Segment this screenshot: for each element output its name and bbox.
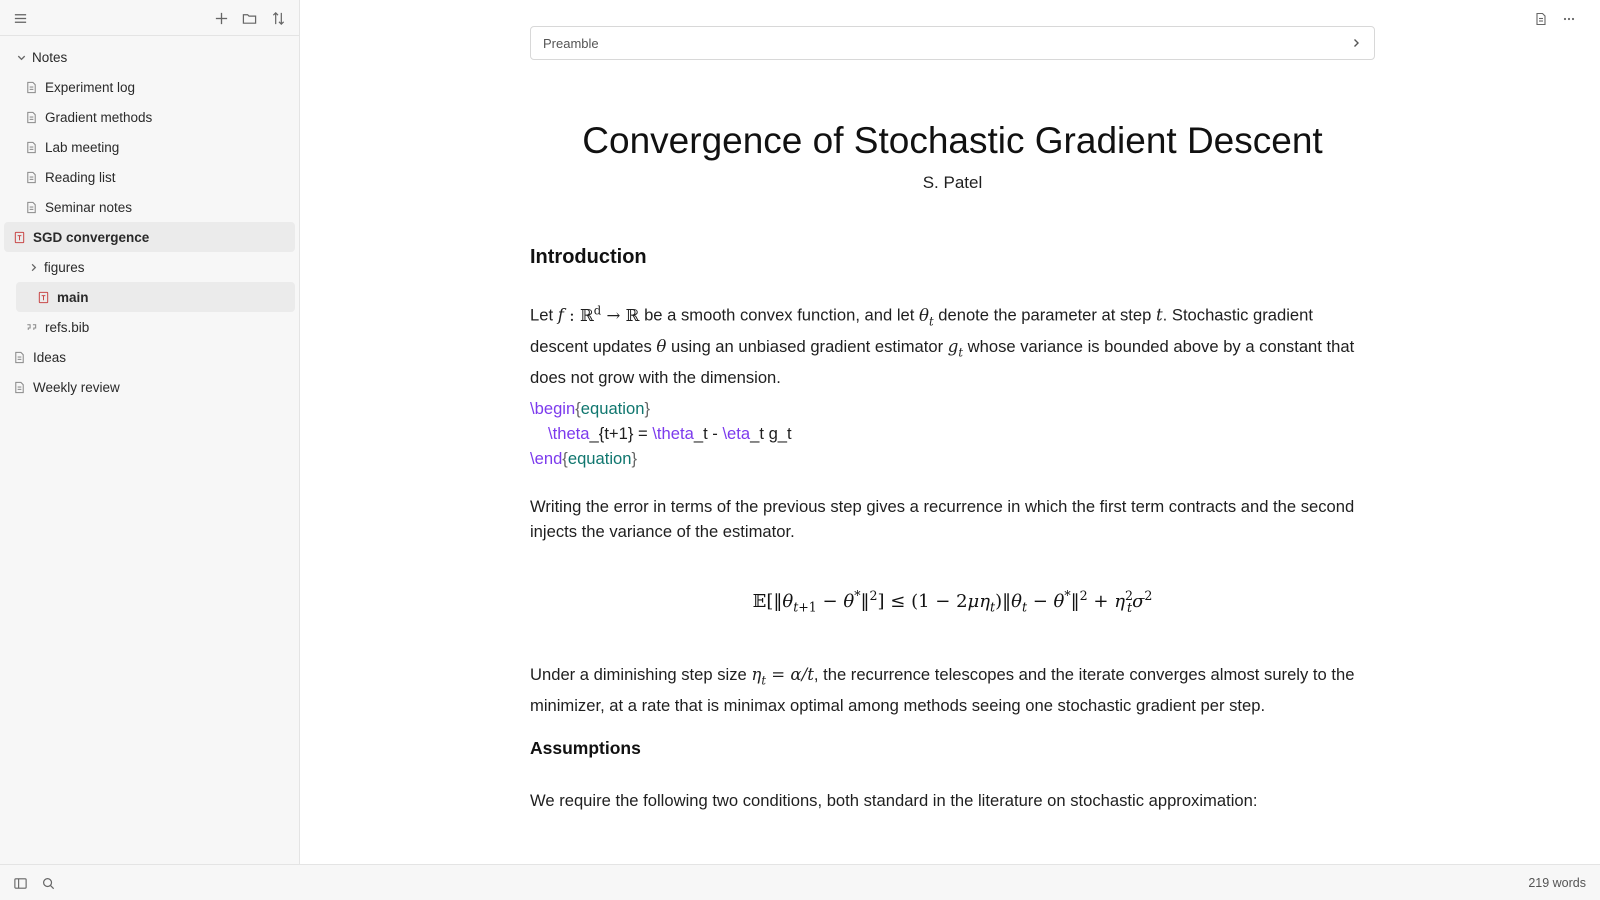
latex-brace: {	[562, 449, 568, 468]
tree-label: Lab meeting	[45, 139, 120, 155]
document-icon	[24, 80, 38, 94]
tree-item-experiment-log[interactable]	[4, 72, 295, 102]
tree-item-weekly-review[interactable]	[4, 372, 295, 402]
status-bar	[0, 864, 1600, 900]
tree-label: Reading list	[45, 169, 116, 185]
math-theta-t: $\theta_t$	[918, 305, 934, 328]
paragraph-recurrence: Writing the error in terms of the previous step gives a recurrence in which the first term contracts and the second injects the variance of the estimator.	[530, 497, 1355, 541]
sidebar-toolbar	[0, 0, 299, 36]
text: , the recurrence telescopes and the iterate converges almost surely to the minimizer, at a rate that is minimax optimal among methods seeing one stochastic gradient per step.	[530, 665, 1355, 716]
code-text: _{	[589, 424, 605, 443]
code-text: }	[627, 424, 634, 443]
latex-command: \end	[530, 449, 563, 468]
tree-item-reading-list[interactable]	[4, 162, 295, 192]
tree-folder-notes[interactable]	[4, 42, 295, 72]
toggle-sidebar-button[interactable]	[9, 872, 31, 894]
tex-document-icon	[36, 290, 50, 304]
search-icon	[41, 876, 56, 891]
preamble-toggle[interactable]	[530, 26, 1375, 60]
section-heading-introduction: Introduction	[530, 246, 647, 268]
tree-label: refs.bib	[45, 319, 90, 335]
tree-label: figures	[44, 259, 85, 275]
math-step-size: $\eta_t = \alpha/t$	[751, 665, 814, 688]
document-icon	[12, 350, 26, 364]
document-icon	[24, 110, 38, 124]
text: whose variance is bounded above by a constant that does not grow with the dimension.	[530, 336, 1355, 388]
tree-item-main[interactable]	[16, 282, 295, 312]
tree-item-refs-bib[interactable]	[4, 312, 295, 342]
document-icon	[24, 200, 38, 214]
math-g-t: $g_t$	[947, 336, 964, 360]
code-line	[530, 421, 792, 446]
word-count: 219 words	[1528, 876, 1586, 890]
tree-label: main	[57, 289, 89, 305]
sidebar	[0, 0, 300, 864]
tree-label: Experiment log	[45, 79, 136, 95]
chevron-right-icon	[26, 260, 40, 274]
latex-brace: }	[644, 399, 650, 418]
editor-toolbar	[1530, 8, 1580, 30]
code-line	[530, 396, 792, 421]
text: denote the parameter at step	[933, 305, 1156, 325]
math-f-map: f	[557, 305, 564, 325]
preamble-label: Preamble	[543, 35, 599, 51]
math-theta: θ	[656, 336, 667, 356]
chevron-right-icon	[1350, 37, 1362, 49]
section-heading-assumptions: Assumptions	[530, 738, 641, 758]
document-view-button[interactable]	[1530, 8, 1552, 30]
latex-command: \theta	[652, 424, 694, 443]
paragraph-step-size	[530, 662, 1365, 718]
math-f-map-rest: : ℝ$^d$ → ℝ	[563, 303, 640, 325]
code-text: =	[633, 424, 653, 443]
panel-icon	[13, 876, 28, 891]
text: Under a diminishing step size	[530, 665, 752, 684]
new-folder-button[interactable]	[238, 7, 260, 29]
latex-env: equation	[580, 399, 645, 418]
code-text: _t -	[693, 424, 723, 443]
latex-brace: }	[631, 449, 638, 468]
text: Let	[530, 305, 558, 325]
paragraph-assumptions: We require the following two conditions, both standard in the literature on stochastic approximation:	[530, 791, 1258, 810]
code-line	[530, 446, 792, 471]
menu-icon[interactable]	[9, 7, 31, 29]
text: . Stochastic gradient descent updates	[530, 305, 1314, 356]
chevron-down-icon	[14, 50, 28, 64]
tree-label: Notes	[32, 49, 68, 65]
math-expression: $𝔼[‖\theta_{t+1}$ − θ*‖$^2$] ≤ $(1 - 2\mu\eta_t)‖\theta_t$ − θ*‖$^2$ + $\eta^2_t\sigma^2$	[752, 588, 1153, 615]
tree-project-sgd-convergence[interactable]	[4, 222, 295, 252]
file-tree	[0, 36, 299, 402]
quote-icon	[24, 320, 38, 334]
document-icon	[1534, 12, 1548, 26]
document-icon	[12, 380, 26, 394]
folder-icon	[242, 11, 257, 26]
code-block-equation	[530, 396, 792, 471]
more-icon	[1562, 12, 1576, 26]
document-icon	[24, 170, 38, 184]
new-note-button[interactable]	[210, 7, 232, 29]
editor[interactable]	[530, 0, 1375, 864]
display-equation	[530, 588, 1375, 615]
tree-item-ideas[interactable]	[4, 342, 295, 372]
tree-folder-figures[interactable]	[4, 252, 295, 282]
latex-command: \eta	[722, 424, 751, 443]
sort-button[interactable]	[267, 7, 289, 29]
tree-label: Ideas	[33, 349, 67, 365]
more-options-button[interactable]	[1558, 8, 1580, 30]
document-icon	[24, 140, 38, 154]
latex-command: \theta	[548, 424, 590, 443]
paragraph-introduction	[530, 298, 1365, 390]
sort-icon	[271, 11, 286, 26]
tree-label: Gradient methods	[45, 109, 153, 125]
tree-item-seminar-notes[interactable]	[4, 192, 295, 222]
code-text: t+1	[604, 424, 628, 443]
tree-label: SGD convergence	[33, 229, 150, 245]
tree-label: Weekly review	[33, 379, 120, 395]
code-text: _t g_t	[750, 424, 792, 443]
text: using an unbiased gradient estimator	[666, 336, 948, 356]
math-t: t	[1155, 305, 1163, 325]
text: be a smooth convex function, and let	[639, 305, 919, 325]
tex-document-icon	[12, 230, 26, 244]
latex-brace: {	[575, 399, 581, 418]
search-button[interactable]	[37, 872, 59, 894]
plus-icon	[214, 11, 229, 26]
tree-item-lab-meeting[interactable]	[4, 132, 295, 162]
document-title: Convergence of Stochastic Gradient Descent	[582, 120, 1323, 161]
latex-env: equation	[567, 449, 632, 468]
document-author: S. Patel	[922, 173, 983, 192]
tree-label: Seminar notes	[45, 199, 133, 215]
latex-command: \begin	[530, 399, 576, 418]
tree-item-gradient-methods[interactable]	[4, 102, 295, 132]
